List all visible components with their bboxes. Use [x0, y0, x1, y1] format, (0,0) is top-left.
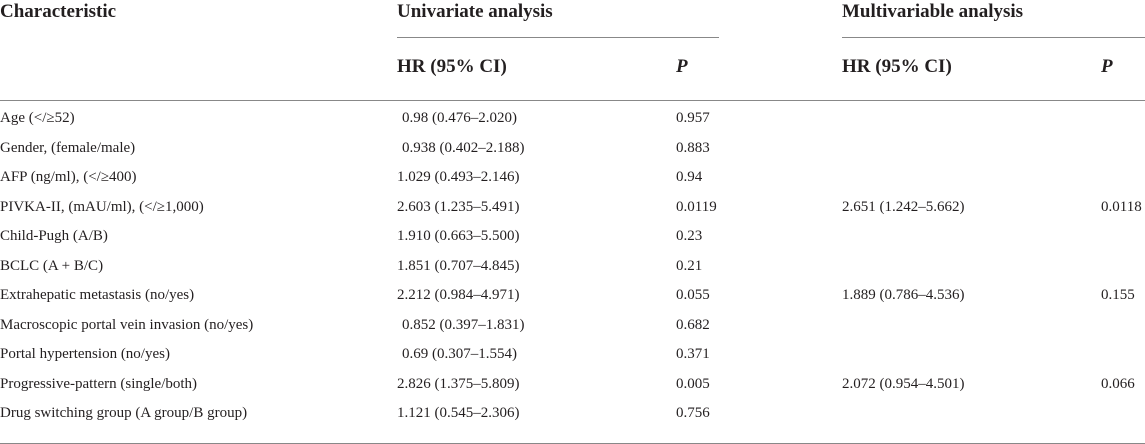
cell-multivariable-hr: 1.889 (0.786–4.536): [842, 287, 965, 303]
cell-univariate-p: 0.055: [676, 287, 710, 303]
cell-univariate-hr: 0.852 (0.397–1.831): [402, 316, 525, 333]
cell-univariate-hr: 2.603 (1.235–5.491): [397, 198, 520, 215]
cell-multivariable-hr: 2.072 (0.954–4.501): [842, 375, 965, 392]
cell-univariate-hr: 2.826 (1.375–5.809): [397, 375, 520, 392]
header-multivariable-analysis: Multivariable analysis: [842, 1, 1024, 22]
cell-univariate-p: 0.21: [676, 257, 703, 274]
multivariable-rule: [842, 37, 1145, 38]
header-univariate-hr: HR (95% CI): [397, 56, 507, 77]
cell-multivariable-p: 0.155: [1101, 287, 1135, 303]
cell-univariate-hr: 1.910 (0.663–5.500): [397, 228, 520, 244]
cell-univariate-p: 0.23: [676, 228, 703, 244]
cell-univariate-hr: 1.029 (0.493–2.146): [397, 169, 520, 185]
cell-characteristic: Macroscopic portal vein invasion (no/yes): [0, 316, 254, 333]
cell-multivariable-hr: 2.651 (1.242–5.662): [842, 198, 965, 215]
cell-univariate-hr: 0.98 (0.476–2.020): [402, 110, 517, 126]
cell-univariate-hr: 0.938 (0.402–2.188): [402, 139, 525, 156]
cell-characteristic: Progressive-pattern (single/both): [0, 375, 198, 392]
cell-characteristic: Drug switching group (A group/B group): [0, 405, 248, 421]
header-bottom-rule: [0, 100, 1145, 101]
cell-characteristic: AFP (ng/ml), (</≥400): [0, 169, 137, 185]
cell-characteristic: PIVKA-II, (mAU/ml), (</≥1,000): [0, 198, 204, 215]
cell-multivariable-p: 0.0118: [1101, 198, 1142, 215]
header-univariate-analysis: Univariate analysis: [397, 1, 553, 22]
cell-univariate-hr: 1.121 (0.545–2.306): [397, 405, 520, 421]
cell-univariate-hr: 1.851 (0.707–4.845): [397, 257, 520, 274]
header-univariate-p: P: [676, 56, 688, 77]
cell-univariate-p: 0.682: [676, 316, 710, 333]
cell-univariate-p: 0.371: [676, 346, 710, 362]
header-multivariable-hr: HR (95% CI): [842, 56, 952, 77]
cell-univariate-p: 0.957: [676, 110, 710, 126]
cell-univariate-p: 0.0119: [676, 198, 717, 215]
cell-univariate-p: 0.94: [676, 169, 703, 185]
header-characteristic: Characteristic: [0, 1, 117, 22]
cell-characteristic: Child-Pugh (A/B): [0, 228, 108, 244]
cell-characteristic: Portal hypertension (no/yes): [0, 346, 170, 362]
cell-univariate-p: 0.005: [676, 375, 710, 392]
cell-characteristic: Age (</≥52): [0, 110, 75, 126]
cell-characteristic: Gender, (female/male): [0, 139, 136, 156]
cell-univariate-p: 0.756: [676, 405, 710, 421]
cell-univariate-hr: 0.69 (0.307–1.554): [402, 346, 517, 362]
header-multivariable-p: P: [1101, 56, 1113, 77]
cell-univariate-p: 0.883: [676, 139, 710, 156]
cell-characteristic: BCLC (A + B/C): [0, 257, 104, 274]
cell-characteristic: Extrahepatic metastasis (no/yes): [0, 287, 195, 303]
cell-univariate-hr: 2.212 (0.984–4.971): [397, 287, 520, 303]
cell-multivariable-p: 0.066: [1101, 375, 1135, 392]
univariate-rule: [397, 37, 719, 38]
